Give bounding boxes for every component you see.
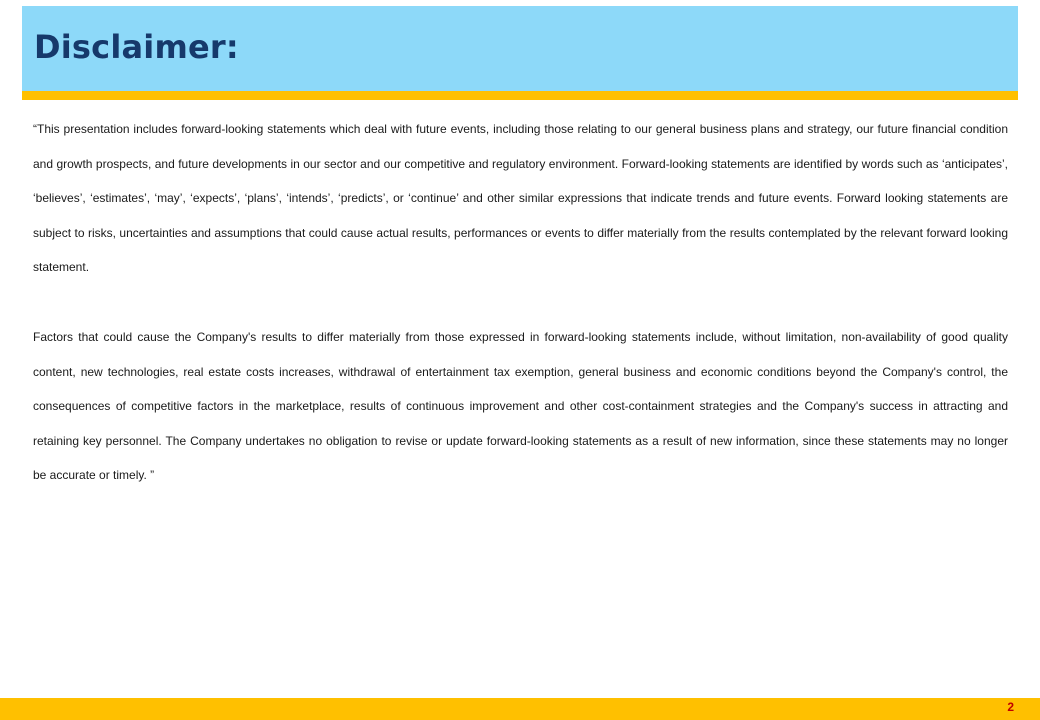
footer-bar	[0, 698, 1040, 720]
disclaimer-body	[33, 112, 1008, 493]
header-accent-bar	[22, 91, 1018, 100]
disclaimer-paragraph-1: “This presentation includes forward-looking statements which deal with future events, including those relating to our general business plans and strategy, our future financial condition and growth prospects, and future developments in our sector and our competitive and regulatory environment. Forward-looking statements are identified by words such as ‘anticipates’, ‘believes’, ‘estimates’, ‘may’, ‘expects’, ‘plans’, ‘intends’, ‘predicts’, or ‘continue’ and other similar expressions that indicate trends and future events. Forward looking statements are subject to risks, uncertainties and assumptions that could cause actual results, performances or events to differ materially from the results contemplated by the relevant forward looking statement.	[33, 122, 1008, 275]
page-title: Disclaimer:	[34, 28, 239, 66]
page-number: 2	[1007, 700, 1014, 714]
header-banner	[22, 6, 1018, 91]
disclaimer-paragraph-2: Factors that could cause the Company's results to differ materially from those expressed in forward-looking statements include, without limitation, non-availability of good quality content, new technologies, real estate costs increases, withdrawal of entertainment tax exemption, general business and economic conditions beyond the Company's control, the consequences of competitive factors in the marketplace, results of continuous improvement and other cost-containment strategies and the Company's success in attracting and retaining key personnel. The Company undertakes no obligation to revise or update forward-looking statements as a result of new information, since these statements may no longer be accurate or timely. ”	[33, 329, 1008, 483]
